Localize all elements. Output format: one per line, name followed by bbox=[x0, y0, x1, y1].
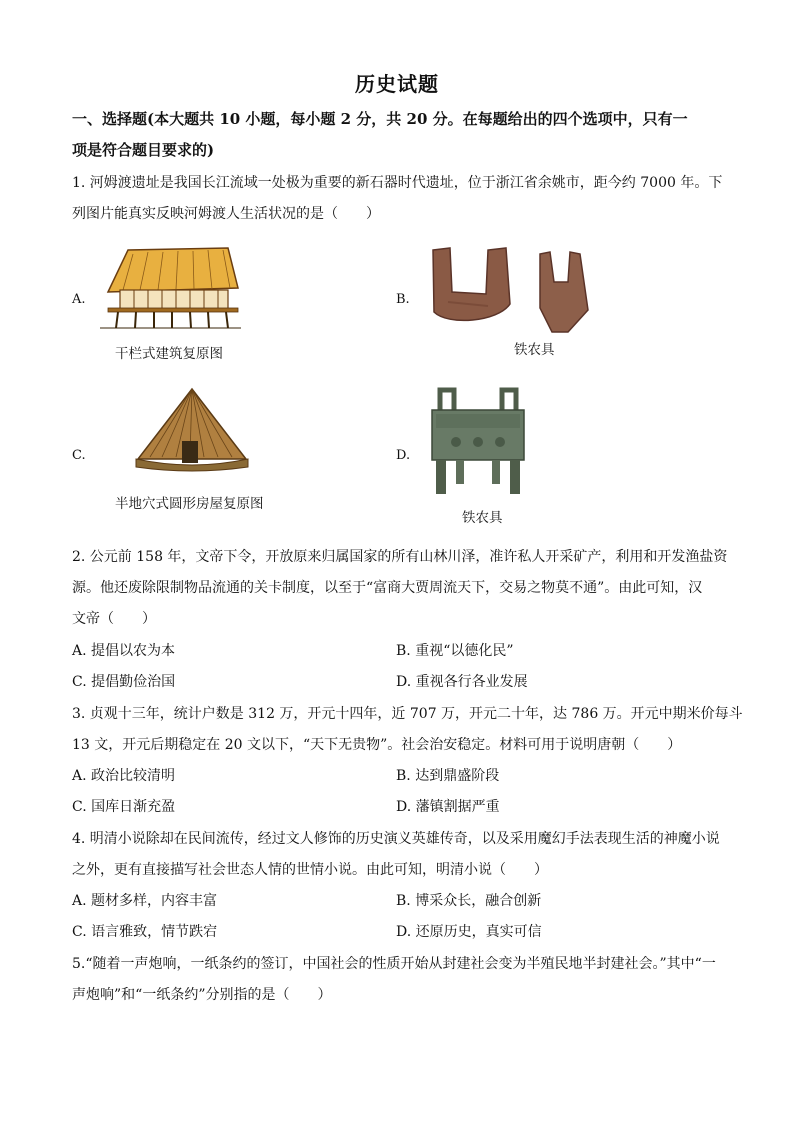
q3-option-d[interactable]: D. 藩镇割据严重 bbox=[396, 799, 500, 815]
section-heading-line1: 一、选择题(本大题共 10 小题，每小题 2 分，共 20 分。在每题给出的四个选项中，只有一 bbox=[72, 110, 688, 128]
q1-option-d-caption: 铁农具 bbox=[462, 510, 503, 526]
q4-option-a[interactable]: A. 题材多样，内容丰富 bbox=[72, 893, 218, 909]
q1-option-a-caption: 干栏式建筑复原图 bbox=[115, 346, 223, 362]
q4-stem-line1: 4. 明清小说除却在民间流传，经过文人修饰的历史演义英雄传奇，以及采用魔幻手法表现生活的神魔小说 bbox=[72, 831, 720, 847]
q5-stem-line2: 声炮响”和“一纸条约”分别指的是（ ） bbox=[72, 987, 332, 1003]
round-hut-image bbox=[132, 385, 252, 477]
q2-stem-line2: 源。他还废除限制物品流通的关卡制度，以至于“富商大贾周流天下，交易之物莫不通”。由此可知，汉 bbox=[72, 580, 703, 596]
q5-stem-line1: 5.“随着一声炮响，一纸条约的签订，中国社会的性质开始从封建社会变为半殖民地半封建社会。”其中“一 bbox=[72, 956, 716, 972]
q3-stem-line2: 13 文，开元后期稳定在 20 文以下，“天下无贵物”。社会治安稳定。材料可用于说明唐朝（ ） bbox=[72, 737, 682, 753]
q1-stem-line1: 1. 河姆渡遗址是我国长江流域一处极为重要的新石器时代遗址，位于浙江省余姚市，距今约 7000 年。下 bbox=[72, 175, 723, 191]
q2-option-d[interactable]: D. 重视各行各业发展 bbox=[396, 674, 528, 690]
iron-tools-image bbox=[428, 242, 608, 334]
q4-option-d[interactable]: D. 还原历史，真实可信 bbox=[396, 924, 542, 940]
q1-option-b-caption: 铁农具 bbox=[514, 342, 555, 358]
q4-stem-line2: 之外，更有直接描写社会世态人情的世情小说。由此可知，明清小说（ ） bbox=[72, 862, 548, 878]
q2-option-b[interactable]: B. 重视“以德化民” bbox=[396, 643, 514, 659]
q3-stem-line1: 3. 贞观十三年，统计户数是 312 万，开元十四年，近 707 万，开元二十年，达 786 万。开元中期米价每斗 bbox=[72, 706, 743, 722]
q2-stem-line1: 2. 公元前 158 年，文帝下令，开放原来归属国家的所有山林川泽，准许私人开采矿产，利用和开发渔盐资 bbox=[72, 549, 728, 565]
q1-option-b-label: B. bbox=[396, 292, 410, 307]
q2-stem-line3: 文帝（ ） bbox=[72, 611, 156, 627]
q1-option-c-caption: 半地穴式圆形房屋复原图 bbox=[115, 496, 264, 512]
q2-option-a[interactable]: A. 提倡以农为本 bbox=[72, 643, 176, 659]
q1-option-d-label: D. bbox=[396, 448, 411, 463]
q4-option-b[interactable]: B. 博采众长，融合创新 bbox=[396, 893, 542, 909]
q1-option-c-label: C. bbox=[72, 448, 86, 463]
page-title: 历史试题 bbox=[355, 72, 439, 96]
q3-option-b[interactable]: B. 达到鼎盛阶段 bbox=[396, 768, 500, 784]
stilt-house-image bbox=[98, 242, 243, 332]
q2-option-c[interactable]: C. 提倡勤俭治国 bbox=[72, 674, 176, 690]
section-heading-line2: 项是符合题目要求的) bbox=[72, 141, 215, 159]
q3-option-c[interactable]: C. 国库日渐充盈 bbox=[72, 799, 176, 815]
q3-option-a[interactable]: A. 政治比较清明 bbox=[72, 768, 176, 784]
q1-option-a-label: A. bbox=[72, 292, 86, 307]
q1-stem-line2: 列图片能真实反映河姆渡人生活状况的是（ ） bbox=[72, 206, 380, 222]
bronze-ding-image bbox=[426, 386, 530, 498]
q4-option-c[interactable]: C. 语言雅致，情节跌宕 bbox=[72, 924, 218, 940]
